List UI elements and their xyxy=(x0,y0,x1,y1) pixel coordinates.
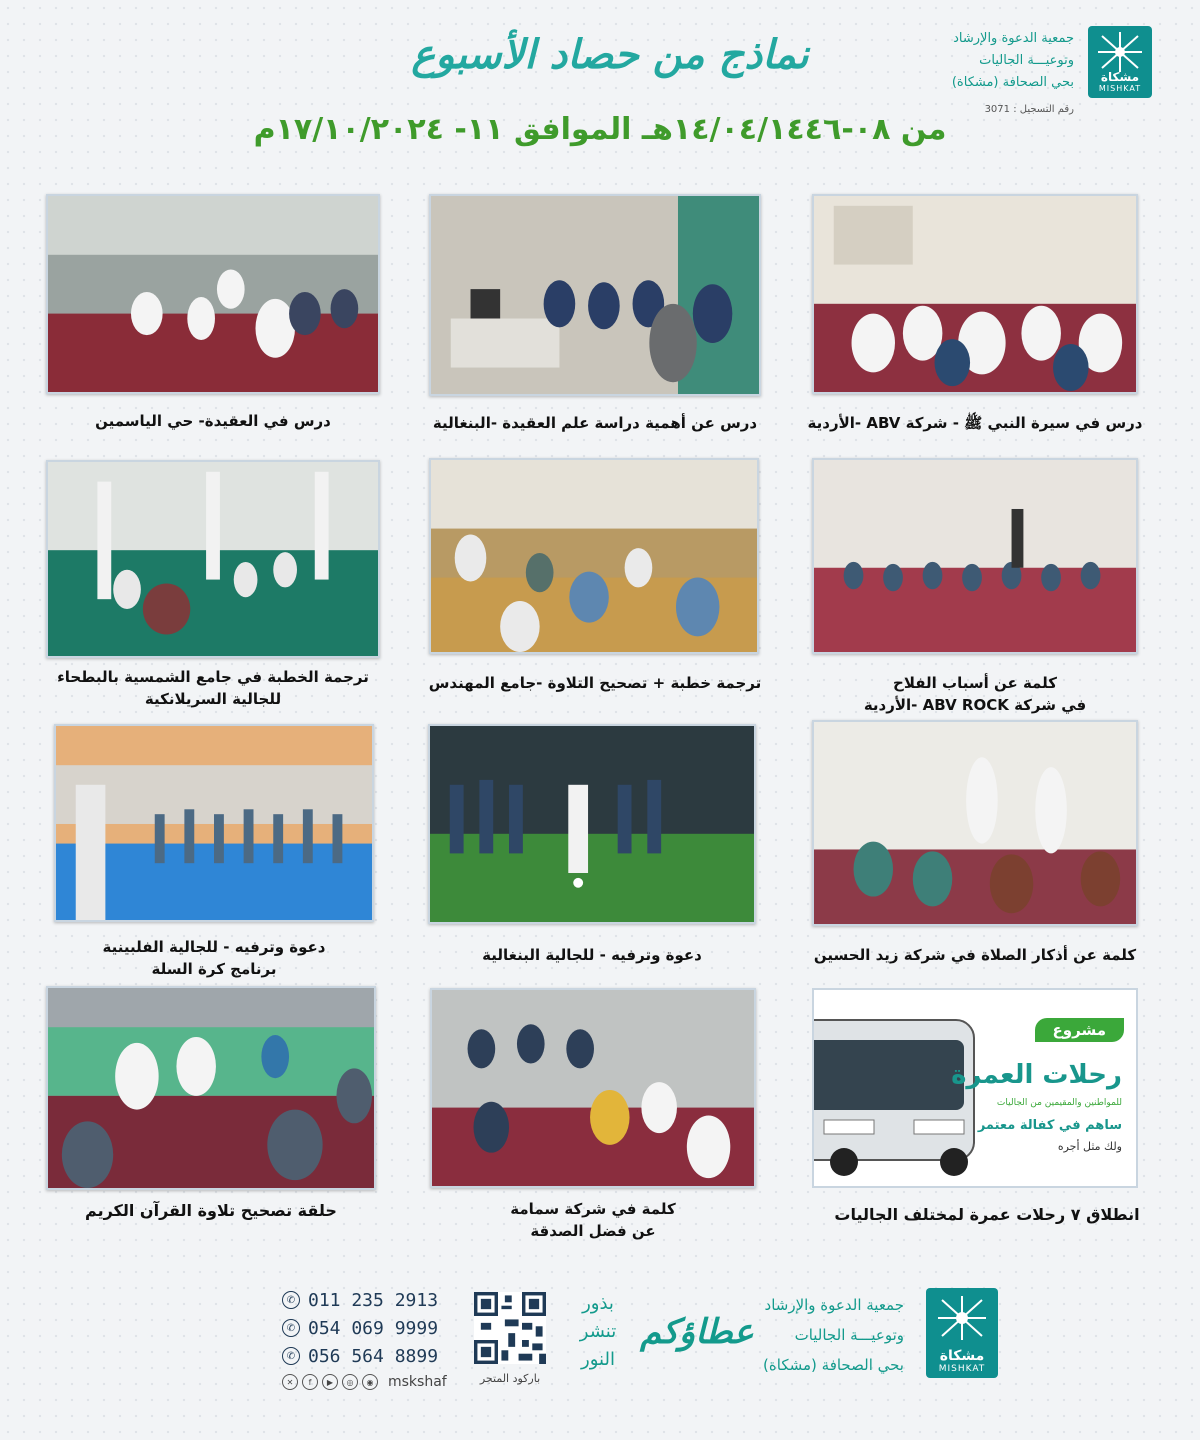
org-name-header xyxy=(894,28,1074,94)
logo-text-ar: مشكاة xyxy=(939,1348,985,1364)
slogan-small xyxy=(568,1290,628,1374)
org-line: وتوعيـــة الجاليات xyxy=(794,1326,904,1344)
facebook-icon[interactable]: f xyxy=(302,1374,318,1390)
caption-seerah-lesson: درس في سيرة النبي ﷺ - شركة ABV -الأردية xyxy=(807,414,1143,432)
umrah-trips-ad xyxy=(812,988,1138,1188)
slogan-word: النور xyxy=(581,1349,615,1370)
umrah-sponsor-text: ساهم في كفالة معتمر xyxy=(977,1118,1122,1133)
phone-icon: ✆ xyxy=(282,1347,300,1365)
date-range: من ٠٨-١٤/٠٤/١٤٤٦هـ الموافق ١١- ١٧/١٠/٢٠٢٤م xyxy=(253,112,947,147)
caption-aqeedah-yasmin: درس في العقيدة- حي الياسمين xyxy=(95,412,331,430)
logo-text-en: MISHKAT xyxy=(938,1364,986,1374)
store-qr-code[interactable] xyxy=(474,1292,546,1364)
photo-falah-lesson xyxy=(812,458,1138,654)
caption-dawah-filipino xyxy=(54,936,374,980)
caption-khutbah-shamsiya xyxy=(40,666,386,710)
photo-aqeedah-importance xyxy=(429,194,761,396)
phone-icon: ✆ xyxy=(282,1291,300,1309)
photo-samama-charity xyxy=(430,988,756,1188)
caption-quran-circle: حلقة تصحيح تلاوة القرآن الكريم xyxy=(85,1201,337,1220)
umrah-subtitle: للمواطنين والمقيمين من الجاليات xyxy=(996,1098,1122,1108)
x-icon[interactable]: ✕ xyxy=(282,1374,298,1390)
phone-1[interactable] xyxy=(282,1288,462,1312)
photo-dawah-filipino xyxy=(54,724,374,922)
phone-number: 056 564 8899 xyxy=(308,1345,439,1367)
org-line: جمعية الدعوة والإرشاد xyxy=(764,1296,904,1314)
caption-line: ترجمة الخطبة في جامع الشمسية بالبطحاء xyxy=(57,668,369,686)
photo-khutbah-muhandis xyxy=(429,458,759,654)
caption-dawah-bengali: دعوة وترفيه - للجالية البنغالية xyxy=(482,946,702,964)
org-line: بحي الصحافة (مشكاة) xyxy=(951,75,1074,90)
caption-line: في شركة ABV ROCK -الأردية xyxy=(863,696,1087,714)
caption-line: كلمة عن أسباب الفلاح xyxy=(893,674,1057,692)
slogan-word: بذور xyxy=(582,1293,614,1314)
mishkat-logo xyxy=(1088,26,1152,98)
org-line: بحي الصحافة (مشكاة) xyxy=(763,1356,904,1374)
photo-aqeedah-yasmin xyxy=(46,194,380,394)
slogan-big: عطاؤكم xyxy=(640,1312,754,1352)
footer-mishkat-logo xyxy=(926,1288,998,1378)
caption-line: برنامج كرة السلة xyxy=(151,960,277,978)
slogan xyxy=(572,1290,754,1390)
phone-icon: ✆ xyxy=(282,1319,300,1337)
caption-line: عن فضل الصدقة xyxy=(530,1222,656,1240)
caption-aqeedah-importance: درس عن أهمية دراسة علم العقيدة -البنغالية xyxy=(432,414,758,432)
caption-line: للجالية السريلانكية xyxy=(144,690,282,708)
registration-number: رقم التسجيل : 3071 xyxy=(984,104,1074,115)
qr-label: باركود المتجر xyxy=(479,1372,541,1385)
org-line: وتوعيـــة الجاليات xyxy=(979,53,1074,68)
logo-text-ar: مشكاة xyxy=(1100,70,1140,84)
photo-khutbah-shamsiya xyxy=(46,460,380,658)
youtube-icon[interactable]: ▶ xyxy=(322,1374,338,1390)
caption-khutbah-muhandis: ترجمة خطبة + تصحيح التلاوة -جامع المهندس xyxy=(428,674,762,692)
org-line: جمعية الدعوة والإرشاد xyxy=(953,31,1074,46)
snapchat-icon[interactable]: ◎ xyxy=(342,1374,358,1390)
social-handle[interactable]: mskshaf xyxy=(388,1374,447,1390)
mishkat-star-icon xyxy=(938,1296,986,1340)
photo-quran-circle xyxy=(46,986,376,1190)
caption-line: كلمة في شركة سمامة xyxy=(510,1200,676,1218)
caption-umrah-trips: انطلاق ٧ رحلات عمرة لمختلف الجاليات xyxy=(834,1205,1140,1224)
photo-dawah-bengali xyxy=(428,724,756,924)
photo-prayer-adhkar xyxy=(812,720,1138,926)
umrah-reward-text: ولك مثل أجره xyxy=(1057,1140,1122,1153)
caption-prayer-adhkar: كلمة عن أذكار الصلاة في شركة زيد الحسين xyxy=(813,946,1137,964)
project-badge: مشروع xyxy=(1035,1018,1124,1042)
page-title: نماذج من حصاد الأسبوع xyxy=(411,32,809,78)
caption-line: دعوة وترفيه - للجالية الفلبينية xyxy=(102,938,326,956)
phone-number: 054 069 9999 xyxy=(308,1317,439,1339)
logo-text-en: MISHKAT xyxy=(1098,84,1142,93)
phone-3[interactable] xyxy=(282,1344,462,1368)
caption-samama-charity xyxy=(430,1198,756,1242)
slogan-word: تنشر xyxy=(579,1321,617,1342)
photo-seerah-lesson xyxy=(812,194,1138,394)
caption-falah-lesson xyxy=(812,672,1138,716)
umrah-heading: رحلات العمرة xyxy=(951,1060,1122,1090)
phone-2[interactable] xyxy=(282,1316,462,1340)
phone-number: 011 235 2913 xyxy=(308,1289,439,1311)
mishkat-star-icon xyxy=(1098,32,1142,72)
social-links xyxy=(282,1374,447,1390)
instagram-icon[interactable]: ◉ xyxy=(362,1374,378,1390)
